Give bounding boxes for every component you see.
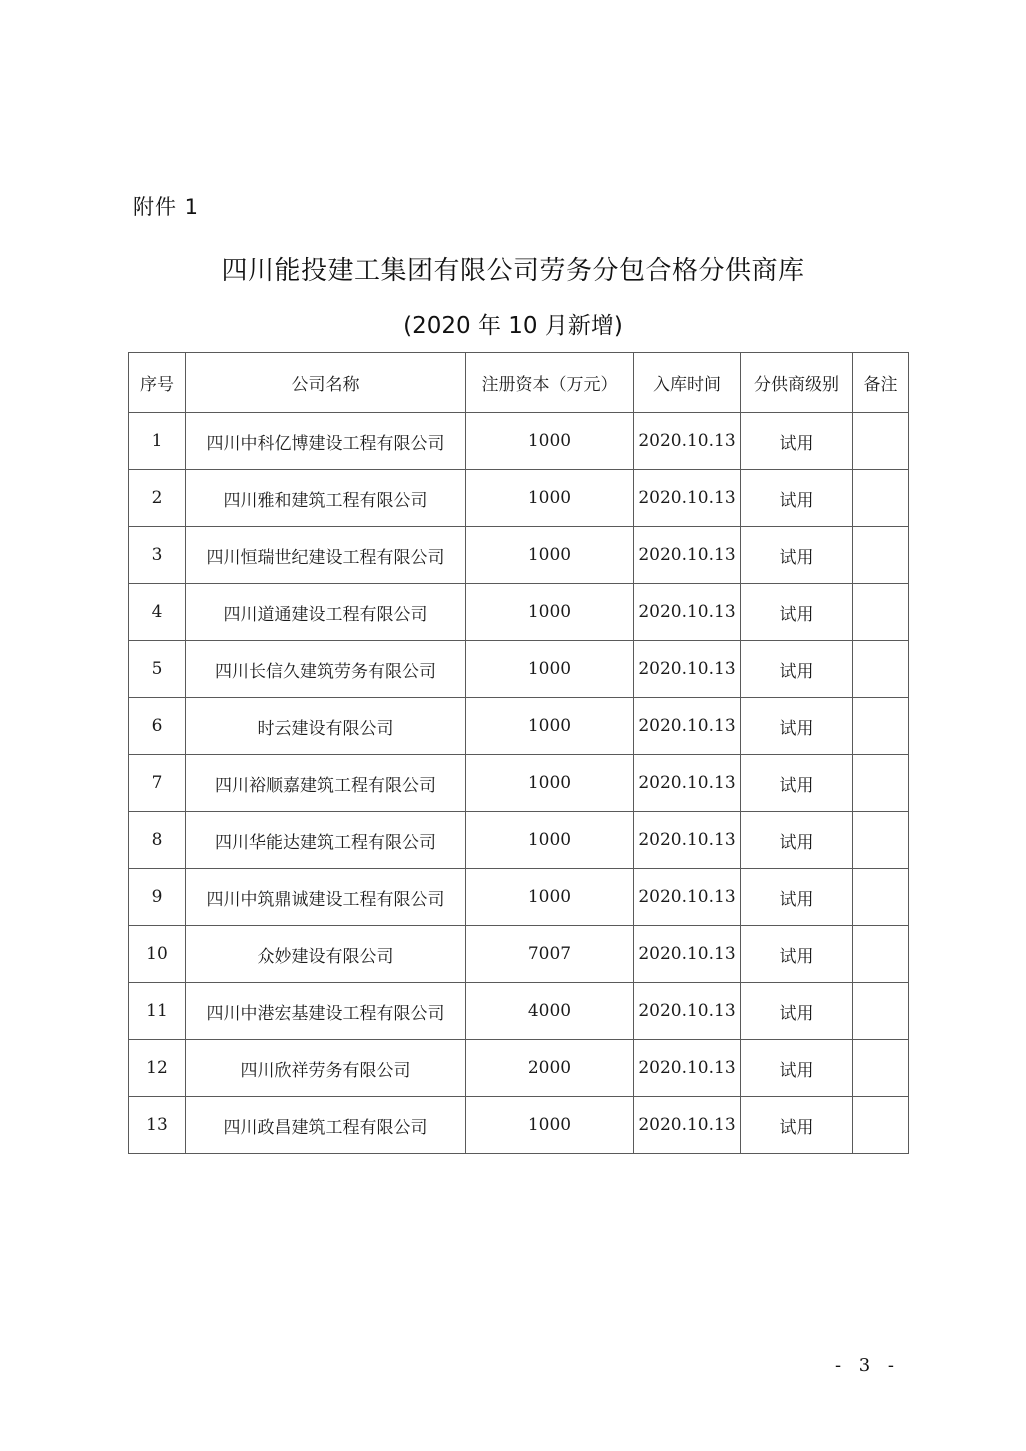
- cell-date: 2020.10.13: [634, 413, 741, 470]
- cell-company: 四川裕顺嘉建筑工程有限公司: [186, 755, 466, 812]
- cell-date: 2020.10.13: [634, 641, 741, 698]
- cell-capital: 1000: [466, 470, 634, 527]
- table-row: [129, 470, 909, 527]
- table-row: [129, 1097, 909, 1154]
- page-subtitle: (2020 年 10 月新增): [403, 313, 623, 339]
- cell-level: 试用: [741, 1097, 853, 1154]
- cell-remark: [853, 1097, 909, 1154]
- cell-level: 试用: [741, 812, 853, 869]
- cell-remark: [853, 641, 909, 698]
- cell-date: 2020.10.13: [634, 1040, 741, 1097]
- cell-remark: [853, 869, 909, 926]
- table-row: [129, 584, 909, 641]
- cell-company: 四川中科亿博建设工程有限公司: [186, 413, 466, 470]
- cell-level: 试用: [741, 698, 853, 755]
- cell-company: 时云建设有限公司: [186, 698, 466, 755]
- cell-level: 试用: [741, 527, 853, 584]
- cell-level: 试用: [741, 470, 853, 527]
- table-row: [129, 755, 909, 812]
- table-row: [129, 413, 909, 470]
- cell-date: 2020.10.13: [634, 584, 741, 641]
- header-cell-company: 公司名称: [186, 353, 466, 413]
- table-row: [129, 1040, 909, 1097]
- table-row: [129, 926, 909, 983]
- cell-remark: [853, 527, 909, 584]
- cell-capital: 1000: [466, 584, 634, 641]
- cell-company: 四川中港宏基建设工程有限公司: [186, 983, 466, 1040]
- cell-seq: 6: [129, 698, 186, 755]
- cell-seq: 3: [129, 527, 186, 584]
- cell-remark: [853, 983, 909, 1040]
- cell-remark: [853, 1040, 909, 1097]
- cell-seq: 12: [129, 1040, 186, 1097]
- cell-capital: 1000: [466, 812, 634, 869]
- table-row: [129, 698, 909, 755]
- cell-capital: 4000: [466, 983, 634, 1040]
- cell-company: 四川欣祥劳务有限公司: [186, 1040, 466, 1097]
- header-cell-remark: 备注: [853, 353, 909, 413]
- header-cell-capital: 注册资本（万元）: [466, 353, 634, 413]
- cell-company: 四川恒瑞世纪建设工程有限公司: [186, 527, 466, 584]
- cell-level: 试用: [741, 869, 853, 926]
- page-number: - 3 -: [834, 1355, 900, 1376]
- cell-date: 2020.10.13: [634, 812, 741, 869]
- cell-seq: 5: [129, 641, 186, 698]
- cell-seq: 9: [129, 869, 186, 926]
- cell-capital: 1000: [466, 413, 634, 470]
- table-row: [129, 983, 909, 1040]
- cell-date: 2020.10.13: [634, 470, 741, 527]
- header-cell-date: 入库时间: [634, 353, 741, 413]
- cell-date: 2020.10.13: [634, 926, 741, 983]
- cell-seq: 10: [129, 926, 186, 983]
- cell-seq: 11: [129, 983, 186, 1040]
- cell-company: 四川道通建设工程有限公司: [186, 584, 466, 641]
- cell-remark: [853, 755, 909, 812]
- cell-capital: 1000: [466, 1097, 634, 1154]
- cell-seq: 4: [129, 584, 186, 641]
- cell-company: 四川中筑鼎诚建设工程有限公司: [186, 869, 466, 926]
- cell-date: 2020.10.13: [634, 527, 741, 584]
- cell-capital: 1000: [466, 641, 634, 698]
- cell-remark: [853, 698, 909, 755]
- cell-company: 四川雅和建筑工程有限公司: [186, 470, 466, 527]
- cell-company: 众妙建设有限公司: [186, 926, 466, 983]
- cell-capital: 1000: [466, 755, 634, 812]
- cell-date: 2020.10.13: [634, 698, 741, 755]
- cell-capital: 1000: [466, 698, 634, 755]
- cell-company: 四川政昌建筑工程有限公司: [186, 1097, 466, 1154]
- cell-capital: 2000: [466, 1040, 634, 1097]
- header-cell-level: 分供商级别: [741, 353, 853, 413]
- cell-level: 试用: [741, 584, 853, 641]
- cell-seq: 7: [129, 755, 186, 812]
- cell-remark: [853, 812, 909, 869]
- cell-date: 2020.10.13: [634, 983, 741, 1040]
- cell-capital: 1000: [466, 869, 634, 926]
- cell-remark: [853, 584, 909, 641]
- cell-date: 2020.10.13: [634, 869, 741, 926]
- cell-capital: 7007: [466, 926, 634, 983]
- header-cell-seq: 序号: [129, 353, 186, 413]
- table-row: [129, 812, 909, 869]
- cell-company: 四川华能达建筑工程有限公司: [186, 812, 466, 869]
- cell-level: 试用: [741, 413, 853, 470]
- table-row: [129, 527, 909, 584]
- cell-level: 试用: [741, 926, 853, 983]
- cell-seq: 8: [129, 812, 186, 869]
- cell-company: 四川长信久建筑劳务有限公司: [186, 641, 466, 698]
- page-title: 四川能投建工集团有限公司劳务分包合格分供商库: [221, 256, 805, 286]
- cell-seq: 2: [129, 470, 186, 527]
- cell-level: 试用: [741, 1040, 853, 1097]
- table-row: [129, 869, 909, 926]
- cell-date: 2020.10.13: [634, 755, 741, 812]
- cell-seq: 1: [129, 413, 186, 470]
- supplier-table: [128, 352, 909, 1154]
- cell-date: 2020.10.13: [634, 1097, 741, 1154]
- table-row: [129, 641, 909, 698]
- cell-remark: [853, 470, 909, 527]
- cell-level: 试用: [741, 755, 853, 812]
- cell-remark: [853, 926, 909, 983]
- cell-remark: [853, 413, 909, 470]
- cell-seq: 13: [129, 1097, 186, 1154]
- cell-capital: 1000: [466, 527, 634, 584]
- table-header-row: [129, 353, 909, 413]
- cell-level: 试用: [741, 983, 853, 1040]
- attachment-label: 附件 1: [133, 195, 200, 219]
- cell-level: 试用: [741, 641, 853, 698]
